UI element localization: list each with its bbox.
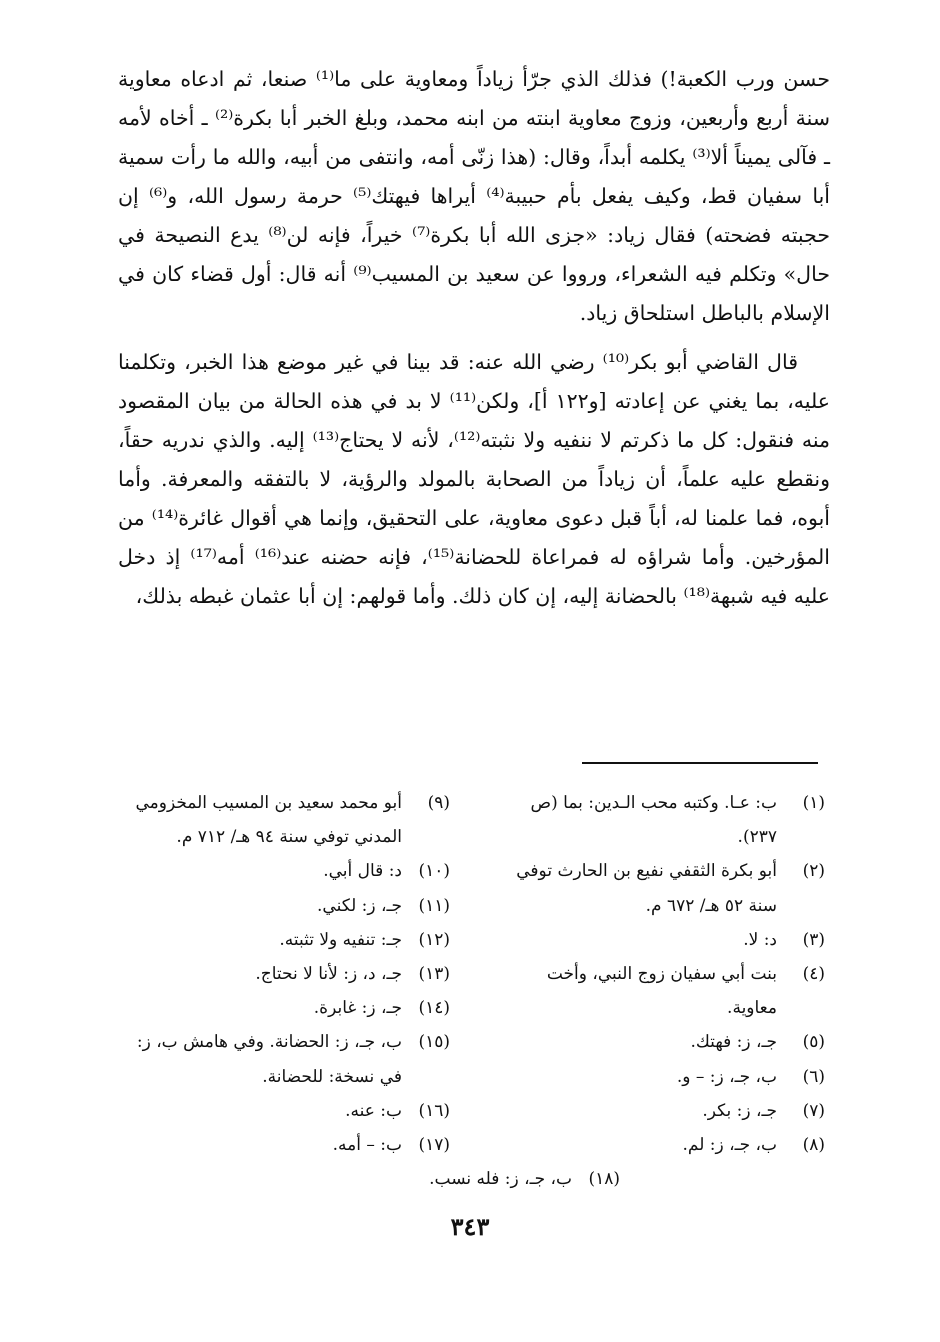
footnote-number: (١٨)	[588, 1169, 620, 1189]
footnote-number: (١٢)	[418, 929, 450, 950]
footnote	[495, 854, 825, 922]
footnote-text: جـ، د، ز: لأنا لا نحتاج.	[255, 964, 402, 985]
footnote-number: (٧)	[802, 1100, 825, 1121]
page-number: ٣٤٣	[450, 1212, 490, 1241]
footnote-text: جـ، ز: فهتك.	[690, 1032, 777, 1053]
footnote	[495, 786, 825, 854]
footnote-text: أبو محمد سعيد بن المسيب المخزومي المدني توفي سنة ٩٤ هـ/ ٧١٢ م.	[135, 793, 402, 848]
footnote	[495, 1025, 825, 1059]
footnote-number: (٥)	[802, 1032, 825, 1053]
footnote	[112, 1128, 450, 1162]
footnote	[112, 889, 450, 923]
footnote-number: (٢)	[802, 861, 825, 882]
footnote-number: (١١)	[418, 895, 450, 916]
footnote-text: د: قال أبي.	[323, 861, 402, 882]
footnote	[495, 1094, 825, 1128]
footnote	[112, 923, 450, 957]
footnote	[112, 1094, 450, 1128]
footnote-divider	[582, 762, 818, 764]
footnote-text: جـ، ز: غابرة.	[313, 998, 402, 1019]
footnote	[112, 854, 450, 888]
footnote-text: ب، جـ، ز: الحضانة. وفي هامش ب، ز: في نسخة: للحضانة.	[136, 1032, 402, 1087]
footnote	[300, 1162, 620, 1196]
footnote-number: (١٠)	[418, 861, 450, 882]
footnote-text: جـ: تنفيه ولا تثبته.	[279, 929, 402, 950]
footnote	[495, 957, 825, 1025]
paragraph: قال القاضي أبو بكر⁽¹⁰⁾ رضي الله عنه: قد بينا في غير موضع هذا الخبر، وتكلمنا عليه، بما يغني عن إعادته [و١٢٢ أ]، ولكن⁽¹¹⁾ لا بد في هذه الحالة من بيان المقصود منه فنقول: كل ما ذكرتم لا ننفيه ولا نثبته⁽¹²⁾، لأنه لا يحتاج⁽¹³⁾ إليه. والذي ندريه حقاً، ونقطع عليه علماً، أن زياداً من الصحابة بالمولد والرؤية، لا بالتفقه والمعرفة. وأما أبوه، فما علمنا له، أباً قبل دعوى معاوية، على التحقيق، وإنما هي أقوال غائرة⁽¹⁴⁾ من المؤرخين. وأما شراؤه له فمراعاة للحضانة⁽¹⁵⁾، فإنه حضنه عند⁽¹⁶⁾ أمه⁽¹⁷⁾ إذ دخل عليه فيه شبهة⁽¹⁸⁾ بالحضانة إليه، إن كان ذلك. وأما قولهم: إن أبا عثمان غبطه بذلك،	[118, 350, 831, 608]
footnote	[495, 1128, 825, 1162]
footnote-number: (١)	[802, 793, 825, 813]
footnote-text: ب، جـ، ز: – و.	[676, 1066, 777, 1087]
footnote	[112, 786, 450, 854]
footnote-text: ب، جـ، ز: لم.	[682, 1135, 777, 1156]
footnote-number: (١٤)	[418, 998, 450, 1019]
footnotes-column-left	[112, 786, 450, 1162]
footnote-text: جـ، ز: لكني.	[317, 895, 402, 916]
footnote-last	[300, 1162, 620, 1196]
footnote-text: بنت أبي سفيان زوج النبي، وأخت معاوية.	[546, 964, 777, 1019]
paragraph: حسن ورب الكعبة!) فذلك الذي جرّأ زياداً ومعاوية على ما⁽¹⁾ صنعا، ثم ادعاه معاوية سنة أربع وأربعين، وزوج معاوية ابنته من ابنه محمد، وبلغ الخبر أبا بكرة⁽²⁾ ـ أخاه لأمه ـ فآلى يميناً ألا⁽³⁾ يكلمه أبداً، وقال: (هذا زنّى أمه، وانتفى من أبيه، والله ما رأت سمية أبا سفيان قط، وكيف يفعل بأم حبيبة⁽⁴⁾ أيراها فيهتك⁽⁵⁾ حرمة رسول الله، و⁽⁶⁾ إن حجبته فضحته) فقال زياد: «جزى الله أبا بكرة⁽⁷⁾ خيراً، فإنه لن⁽⁸⁾ يدع النصيحة في حال» وتكلم فيه الشعراء، ورووا عن سعيد بن المسيب⁽⁹⁾ أنه قال: أول قضاء كان في الإسلام بالباطل استلحاق زياد.	[118, 67, 830, 325]
footnote-text: د: لا.	[743, 929, 777, 950]
footnote-text: أبو بكرة الثقفي نفيع بن الحارث توفي سنة ٥٢ هـ/ ٦٧٢ م.	[516, 861, 777, 916]
footnote-number: (١٦)	[418, 1100, 450, 1121]
footnote-text: ب: – أمه.	[332, 1135, 402, 1156]
footnote	[495, 923, 825, 957]
footnote	[495, 1060, 825, 1094]
footnote-number: (٩)	[427, 793, 450, 813]
footnote	[112, 1025, 450, 1093]
main-text	[118, 60, 830, 616]
footnote-text: ب: عـا. وكتبه محب الـدين: بما (ص ٢٣٧).	[530, 793, 777, 848]
footnote	[112, 991, 450, 1025]
footnote-text: جـ، ز: بكر.	[702, 1100, 777, 1121]
footnote-text: ب: عنه.	[345, 1100, 402, 1121]
footnote-number: (١٥)	[418, 1032, 450, 1053]
footnote-text: ب، جـ، ز: فله نسب.	[429, 1169, 572, 1189]
footnote-number: (١٣)	[418, 964, 450, 985]
footnote-number: (٨)	[802, 1135, 825, 1156]
footnote-number: (٣)	[802, 929, 825, 950]
footnote-number: (١٧)	[418, 1135, 450, 1156]
footnote	[112, 957, 450, 991]
footnote-number: (٤)	[802, 964, 825, 985]
footnote-number: (٦)	[802, 1066, 825, 1087]
footnotes-column-right	[495, 786, 825, 1162]
